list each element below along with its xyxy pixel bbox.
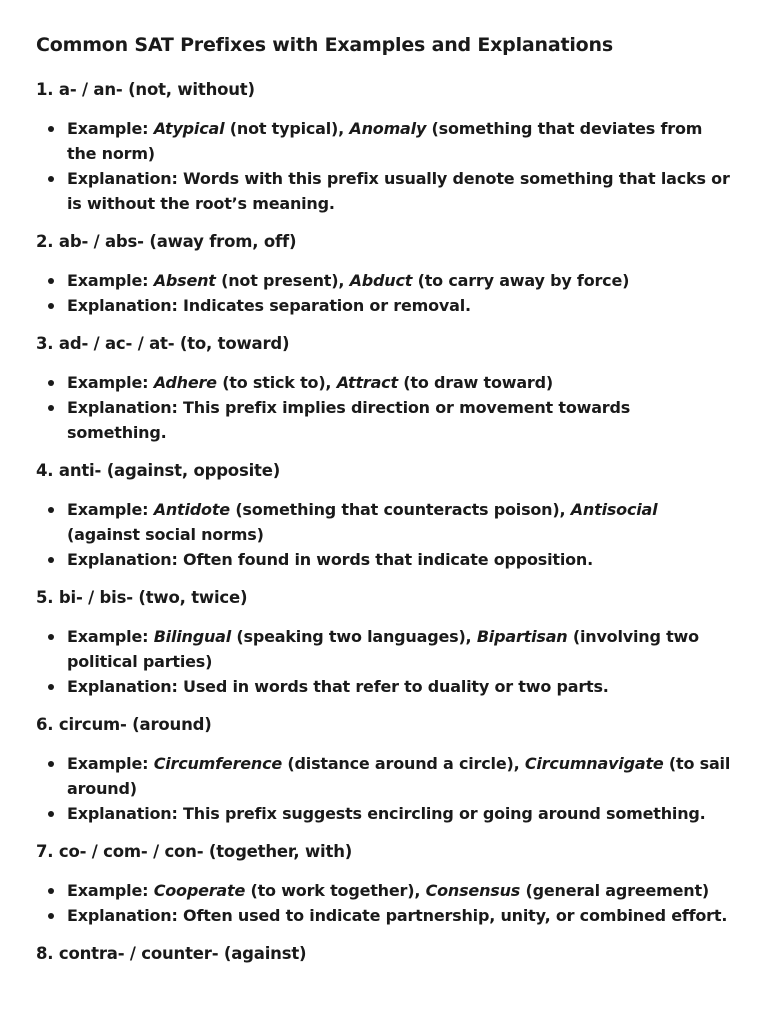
example-term: Attract	[336, 373, 398, 392]
example-term: Bipartisan	[476, 627, 568, 646]
example-term: Circumnavigate	[524, 754, 664, 773]
example-bullet	[36, 878, 732, 903]
example-gloss: (speaking two languages),	[231, 627, 477, 646]
bullet-list	[36, 878, 732, 928]
section-heading: 6. circum- (around)	[36, 715, 212, 734]
prefix-section-7	[36, 840, 732, 928]
example-gloss: (to stick to),	[216, 373, 337, 392]
prefix-section-8	[36, 942, 732, 966]
example-gloss: (against social norms)	[67, 525, 264, 544]
example-gloss: (to work together),	[245, 881, 426, 900]
bullet-list	[36, 116, 732, 216]
explanation-bullet: Explanation: Used in words that refer to duality or two parts.	[36, 674, 732, 699]
example-label: Example:	[67, 754, 154, 773]
example-term: Antidote	[153, 500, 230, 519]
section-heading: 7. co- / com- / con- (together, with)	[36, 842, 353, 861]
bullet-list	[36, 624, 732, 699]
example-term: Absent	[153, 271, 216, 290]
example-label: Example:	[67, 500, 154, 519]
example-term: Abduct	[349, 271, 413, 290]
example-label: Example:	[67, 881, 154, 900]
prefix-section-6	[36, 713, 732, 826]
document-title: Common SAT Prefixes with Examples and Explanations	[36, 34, 613, 56]
example-term: Circumference	[153, 754, 283, 773]
section-heading: 3. ad- / ac- / at- (to, toward)	[36, 334, 290, 353]
example-gloss: (to sail around)	[67, 754, 731, 798]
bullet-list	[36, 370, 732, 445]
example-label: Example:	[67, 373, 154, 392]
explanation-bullet: Explanation: Words with this prefix usually denote something that lacks or is without the root’s meaning.	[36, 166, 732, 216]
explanation-bullet: Explanation: Indicates separation or removal.	[36, 293, 732, 318]
example-gloss: (to carry away by force)	[412, 271, 630, 290]
explanation-bullet: Explanation: Often used to indicate partnership, unity, or combined effort.	[36, 903, 732, 928]
example-gloss: (not present),	[215, 271, 350, 290]
example-term: Consensus	[425, 881, 521, 900]
prefix-section-5	[36, 586, 732, 699]
example-bullet	[36, 624, 732, 674]
example-gloss: (not typical),	[224, 119, 350, 138]
example-gloss: (general agreement)	[520, 881, 710, 900]
prefix-section-1	[36, 78, 732, 216]
example-gloss: (to draw toward)	[397, 373, 553, 392]
example-term: Cooperate	[153, 881, 246, 900]
example-gloss: (involving two political parties)	[67, 627, 699, 671]
example-term: Adhere	[153, 373, 217, 392]
example-term: Bilingual	[153, 627, 232, 646]
example-term: Atypical	[153, 119, 225, 138]
section-heading: 8. contra- / counter- (against)	[36, 944, 307, 963]
example-bullet	[36, 497, 732, 547]
explanation-bullet: Explanation: This prefix implies direction or movement towards something.	[36, 395, 732, 445]
example-gloss: (distance around a circle),	[282, 754, 525, 773]
example-term: Antisocial	[570, 500, 658, 519]
example-bullet	[36, 370, 732, 395]
bullet-list	[36, 497, 732, 572]
explanation-bullet: Explanation: Often found in words that indicate opposition.	[36, 547, 732, 572]
bullet-list	[36, 268, 732, 318]
example-term: Anomaly	[349, 119, 427, 138]
example-gloss: (something that counteracts poison),	[229, 500, 571, 519]
prefix-section-4	[36, 459, 732, 572]
example-gloss: (something that deviates from the norm)	[67, 119, 703, 163]
explanation-bullet: Explanation: This prefix suggests encircling or going around something.	[36, 801, 732, 826]
section-heading: 5. bi- / bis- (two, twice)	[36, 588, 248, 607]
prefix-section-3	[36, 332, 732, 445]
example-bullet	[36, 268, 732, 293]
example-label: Example:	[67, 119, 154, 138]
example-label: Example:	[67, 271, 154, 290]
prefix-section-2	[36, 230, 732, 318]
example-label: Example:	[67, 627, 154, 646]
bullet-list	[36, 751, 732, 826]
example-bullet	[36, 116, 732, 166]
section-heading: 1. a- / an- (not, without)	[36, 80, 255, 99]
section-heading: 2. ab- / abs- (away from, off)	[36, 232, 297, 251]
example-bullet	[36, 751, 732, 801]
section-heading: 4. anti- (against, opposite)	[36, 461, 281, 480]
